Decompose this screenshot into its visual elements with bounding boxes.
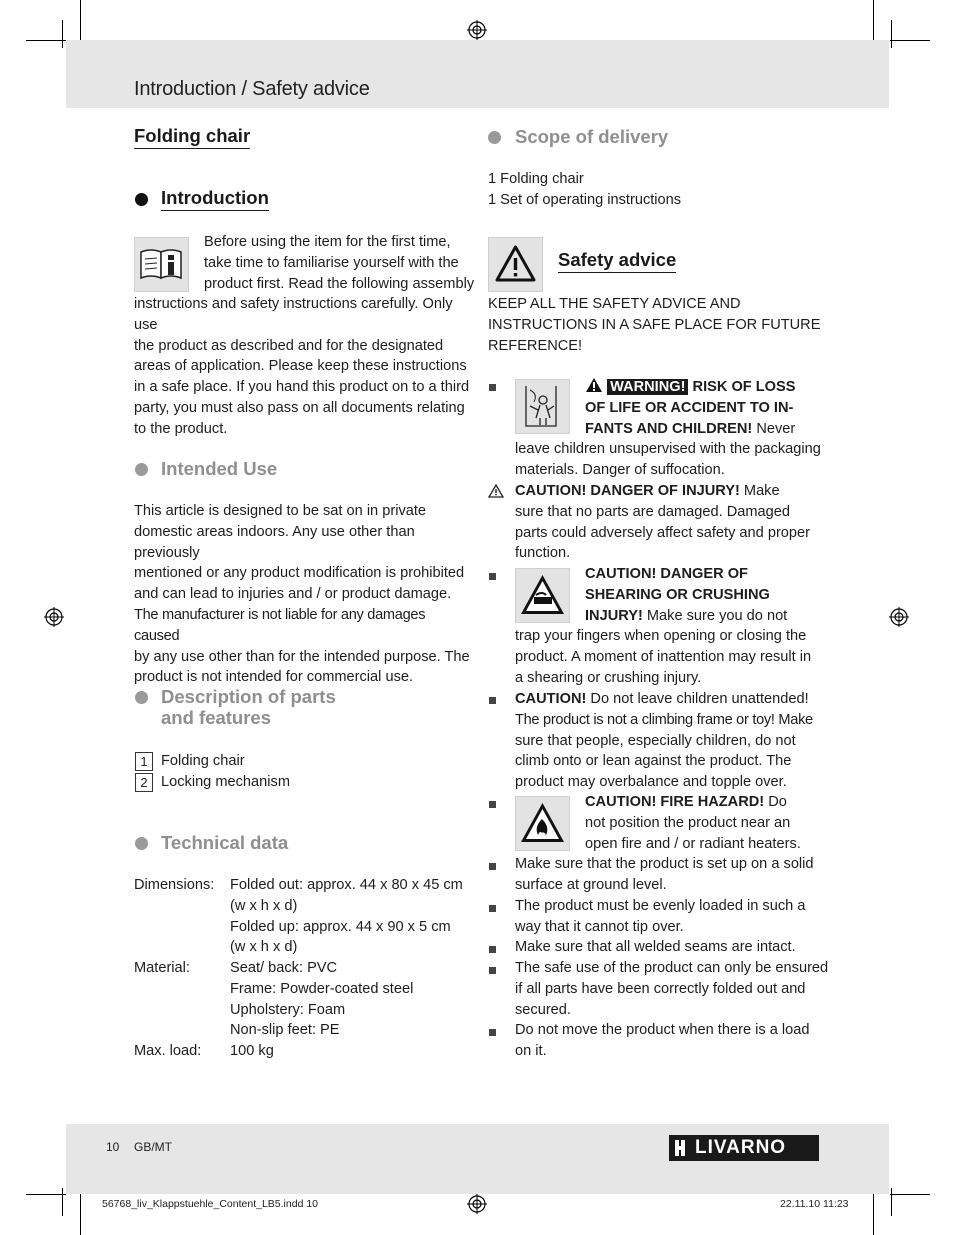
fire-hazard-icon bbox=[515, 796, 570, 851]
heading-line: and features bbox=[161, 707, 272, 728]
spec-line: Non-slip feet: PE bbox=[230, 1022, 340, 1039]
section-bullet-icon bbox=[135, 463, 148, 476]
registration-mark-icon bbox=[44, 607, 64, 627]
caution-text: CAUTION! FIRE HAZARD! bbox=[585, 794, 765, 810]
text-line: materials. Danger of suffocation. bbox=[515, 461, 725, 478]
text-line: to the product. bbox=[134, 420, 228, 437]
text-line: The manufacturer is not liable for any damages caused bbox=[134, 606, 426, 644]
injury-line bbox=[515, 481, 810, 502]
list-bullet-icon bbox=[489, 801, 496, 808]
text-line: surface at ground level. bbox=[515, 876, 667, 893]
material-values bbox=[230, 958, 413, 1041]
text-line: Before using the item for the first time, bbox=[204, 234, 451, 250]
brand-logo bbox=[669, 1135, 819, 1161]
registration-mark-icon bbox=[467, 1194, 487, 1214]
list-bullet-icon bbox=[489, 697, 496, 704]
language-code: GB/MT bbox=[134, 1140, 172, 1154]
intro-text bbox=[134, 294, 474, 440]
caution-line: SHEARING OR CRUSHING bbox=[585, 586, 770, 603]
text-line: function. bbox=[515, 545, 571, 562]
crop-mark bbox=[80, 0, 81, 44]
crop-mark bbox=[891, 1188, 892, 1216]
list-item bbox=[515, 896, 805, 938]
text-line: leave children unsupervised with the packaging bbox=[515, 441, 821, 457]
fire-item bbox=[585, 792, 801, 854]
part-number-badge: 1 bbox=[135, 752, 153, 771]
list-bullet-icon bbox=[489, 384, 496, 391]
dimensions-values bbox=[230, 875, 463, 958]
material-label: Material: bbox=[134, 960, 190, 976]
brand-name: LIVARNO bbox=[695, 1137, 787, 1158]
part-number-badge: 2 bbox=[135, 773, 153, 792]
indd-file-info: 56768_liv_Klappstuehle_Content_LB5.indd 10 bbox=[102, 1198, 319, 1210]
list-bullet-icon bbox=[489, 573, 496, 580]
page-title: Introduction / Safety advice bbox=[134, 78, 370, 100]
crushing-hazard-icon bbox=[515, 568, 570, 623]
child-suffocation-icon bbox=[515, 379, 570, 434]
page-number: 10 bbox=[106, 1140, 120, 1154]
list-bullet-icon bbox=[489, 1029, 496, 1036]
crop-mark bbox=[873, 1192, 874, 1235]
spec-line: (w x h x d) bbox=[230, 897, 298, 914]
shearing-body bbox=[515, 626, 811, 688]
list-item bbox=[515, 937, 796, 958]
list-bullet-icon bbox=[489, 946, 496, 953]
brand-logo-icon bbox=[675, 1140, 691, 1156]
text-line: mentioned or any product modification is prohibited bbox=[134, 565, 465, 582]
list-item bbox=[515, 854, 814, 896]
warning-text: FANTS AND CHILDREN! bbox=[585, 420, 753, 437]
text-line: by any use other than for the intended purpose. The bbox=[134, 648, 470, 665]
text-line: product is not intended for commercial use. bbox=[134, 669, 414, 686]
safety-advice-heading: Safety advice bbox=[558, 249, 676, 273]
keep-advice-text bbox=[488, 294, 820, 356]
intended-use-heading: Intended Use bbox=[161, 458, 278, 479]
warning-text: RISK OF LOSS bbox=[688, 379, 796, 395]
warning-label: WARNING! bbox=[607, 379, 688, 395]
text-line: areas of application. Please keep these instructions bbox=[134, 358, 467, 375]
list-bullet-icon bbox=[489, 967, 496, 974]
spec-line: Upholstery: Foam bbox=[230, 1001, 346, 1018]
part-label: Folding chair bbox=[161, 753, 245, 769]
spec-line: (w x h x d) bbox=[230, 939, 298, 956]
text-line: in a safe place. If you hand this product on to a third bbox=[134, 379, 470, 396]
text-line: REFERENCE! bbox=[488, 337, 583, 354]
warning-line: OF LIFE OR ACCIDENT TO IN- bbox=[585, 399, 794, 416]
warning-text: Never bbox=[752, 420, 796, 437]
crop-mark bbox=[80, 1192, 81, 1235]
info-book-icon bbox=[134, 237, 189, 292]
warning-triangle-icon bbox=[488, 237, 543, 292]
text-line: climb onto or lean against the product. The bbox=[515, 753, 792, 770]
caution-line bbox=[585, 606, 787, 627]
text-line: party, you must also pass on all documents relating bbox=[134, 399, 465, 416]
caution-text: CAUTION! bbox=[515, 691, 587, 707]
warning-line bbox=[585, 377, 825, 398]
scope-list bbox=[488, 169, 681, 211]
section-bullet-icon bbox=[135, 691, 148, 704]
scope-item: 1 Folding chair bbox=[488, 171, 584, 187]
spec-line: Folded out: approx. 44 x 80 x 45 cm bbox=[230, 877, 463, 893]
scope-heading: Scope of delivery bbox=[515, 126, 669, 147]
text-line: KEEP ALL THE SAFETY ADVICE AND bbox=[488, 296, 741, 312]
text-line: Do not move the product when there is a load bbox=[515, 1022, 810, 1038]
crop-mark bbox=[62, 20, 63, 48]
injury-item bbox=[515, 481, 810, 564]
crop-mark bbox=[890, 40, 930, 41]
spec-line: Frame: Powder-coated steel bbox=[230, 980, 414, 997]
text-line: open fire and / or radiant heaters. bbox=[585, 835, 801, 852]
text-line: secured. bbox=[515, 1001, 571, 1018]
crop-mark bbox=[891, 20, 892, 48]
folding-chair-heading: Folding chair bbox=[134, 125, 250, 149]
text-line: way that it cannot tip over. bbox=[515, 918, 684, 935]
registration-mark-icon bbox=[467, 20, 487, 40]
technical-data-heading: Technical data bbox=[161, 832, 289, 853]
text-line: trap your fingers when opening or closing the bbox=[515, 628, 807, 644]
text-line: Make sure that the product is set up on a solid bbox=[515, 856, 814, 872]
warning-outline-icon bbox=[488, 484, 504, 498]
max-load-value: 100 kg bbox=[230, 1043, 274, 1059]
warning-title bbox=[585, 377, 825, 439]
caution-line bbox=[585, 792, 801, 813]
caution-text: Make sure you do not bbox=[642, 607, 788, 624]
introduction-heading: Introduction bbox=[161, 187, 269, 211]
section-bullet-icon bbox=[135, 193, 148, 206]
max-load-label: Max. load: bbox=[134, 1043, 202, 1059]
caution-line: CAUTION! DANGER OF bbox=[585, 566, 748, 582]
text-line: the product as described and for the designated bbox=[134, 337, 444, 354]
list-item bbox=[515, 1020, 809, 1062]
print-datetime: 22.11.10 11:23 bbox=[780, 1198, 849, 1210]
caution-text: INJURY! bbox=[585, 607, 643, 624]
caution-text: Make bbox=[739, 483, 780, 499]
text-line: sure that people, especially children, do not bbox=[515, 732, 796, 749]
crop-mark bbox=[873, 0, 874, 44]
part-label: Locking mechanism bbox=[161, 774, 290, 790]
section-bullet-icon bbox=[135, 837, 148, 850]
spec-line: Seat/ back: PVC bbox=[230, 960, 338, 976]
crop-mark bbox=[26, 1194, 66, 1195]
registration-mark-icon bbox=[889, 607, 909, 627]
warning-body bbox=[515, 439, 821, 481]
heading-line: Description of parts bbox=[161, 686, 336, 707]
text-line: a shearing or crushing injury. bbox=[515, 669, 702, 686]
section-bullet-icon bbox=[488, 131, 501, 144]
caution-text: CAUTION! DANGER OF INJURY! bbox=[515, 483, 740, 499]
scope-item: 1 Set of operating instructions bbox=[488, 191, 682, 208]
list-bullet-icon bbox=[489, 905, 496, 912]
dimensions-label: Dimensions: bbox=[134, 877, 215, 893]
text-line: instructions and safety instructions carefully. Only use bbox=[134, 296, 453, 333]
text-line: on it. bbox=[515, 1042, 547, 1059]
text-line: product. A moment of inattention may result in bbox=[515, 648, 812, 665]
text-line: take time to familiarise yourself with the bbox=[204, 254, 459, 271]
text-line: The product is not a climbing frame or toy! Make bbox=[515, 711, 813, 728]
list-item bbox=[515, 958, 828, 1020]
crop-mark bbox=[890, 1194, 930, 1195]
text-line: product first. Read the following assembly bbox=[204, 275, 475, 292]
caution-text: Do bbox=[764, 794, 787, 810]
shearing-title bbox=[585, 564, 787, 626]
caution-text: Do not leave children unattended! bbox=[586, 691, 809, 707]
warning-small-icon bbox=[585, 377, 603, 393]
text-line: The safe use of the product can only be ensured bbox=[515, 960, 829, 976]
list-bullet-icon bbox=[489, 863, 496, 870]
spec-line: Folded up: approx. 44 x 90 x 5 cm bbox=[230, 918, 451, 935]
children-item bbox=[515, 689, 813, 793]
text-line: not position the product near an bbox=[585, 814, 791, 831]
intended-use-text bbox=[134, 501, 474, 688]
text-line: sure that no parts are damaged. Damaged bbox=[515, 503, 791, 520]
text-line: Make sure that all welded seams are intact. bbox=[515, 939, 796, 955]
text-line: if all parts have been correctly folded out and bbox=[515, 980, 806, 997]
parts-heading bbox=[161, 686, 336, 728]
text-line: product may overbalance and topple over. bbox=[515, 774, 787, 791]
text-line: and can lead to injuries and / or product damage. bbox=[134, 586, 452, 603]
text-line: This article is designed to be sat on in private bbox=[134, 503, 427, 519]
text-line: parts could adversely affect safety and proper bbox=[515, 524, 811, 541]
text-line: INSTRUCTIONS IN A SAFE PLACE FOR FUTURE bbox=[488, 316, 821, 333]
crop-mark bbox=[26, 40, 66, 41]
warning-line bbox=[585, 419, 825, 440]
crop-mark bbox=[62, 1188, 63, 1216]
text-line: The product must be evenly loaded in such a bbox=[515, 898, 806, 914]
caution-line bbox=[515, 689, 813, 710]
text-line: domestic areas indoors. Any use other than previously bbox=[134, 523, 415, 561]
intro-text-indented bbox=[204, 232, 474, 294]
